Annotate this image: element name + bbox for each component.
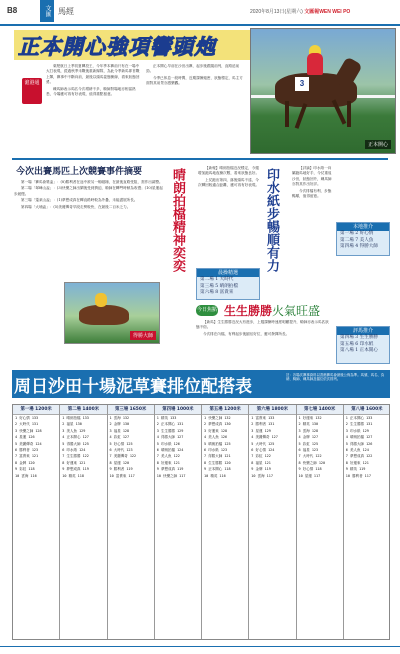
race-entry: 5 彩虹 125: [298, 441, 319, 446]
race-entry: 8 生生勝勝 120: [204, 460, 231, 465]
race-entry: 3 美人魚 129: [62, 428, 86, 433]
paragraph: 練馬師表示馬匹今次增磅不多，騎師對場地亦相當熟悉，今場應可再有好表現，值得重點留意。: [46, 86, 136, 97]
race-entry: 3 好運來 128: [204, 428, 228, 433]
tip-line: 第五場 6 印水紙: [340, 341, 374, 347]
race-entry: 9 勝利者 119: [109, 467, 133, 472]
paragraph: 第二場「翠峰山盃」：(3)快樂之師出閘後受到擠迫，騎師在轉彎時稍為收慢；(10)星運起步緩慢。: [14, 186, 163, 196]
brand-logo: 文匯報WEN WEI PO: [304, 9, 351, 15]
news-body: [14, 180, 166, 280]
race-header: 第二場 1400米: [60, 405, 106, 415]
race-entry: 4 得勝大師 127: [156, 435, 184, 440]
race-entry: 8 金牌 120: [15, 460, 35, 465]
feature-body-left: [46, 64, 142, 156]
paragraph: 第四場「大埔盃」：(5)美麗傳奇早段走勢較快，在最後二百米乏力。: [21, 204, 131, 209]
paragraph: 【新報】晴朗拍檔近況穩定，今週增加跑馬地夜操次數，看來狀態良好。: [198, 166, 260, 176]
race-entry: 9 正本開心 118: [204, 467, 231, 472]
race-entry: 2 金牌 130: [109, 422, 130, 427]
dateline: [250, 8, 350, 15]
race-entry: 3 星運 129: [251, 428, 271, 433]
horse-leg: [295, 103, 308, 129]
race-entry: 7 夢想成真 122: [345, 454, 373, 459]
race-entry: 1 富貴來 133: [251, 416, 275, 420]
race-entry: 4 美麗傳奇 127: [251, 435, 278, 440]
race-entry: 6 印水紙 124: [62, 448, 86, 453]
race-entry: 6 印水紙 123: [204, 448, 228, 453]
race-entry: 6 勝利者 123: [15, 448, 39, 453]
race-table: [12, 404, 390, 640]
tip-line: 第六場 8 富貴來: [200, 290, 234, 296]
race-entry: 8 好運來 121: [156, 460, 180, 465]
race-header: 第七場 1400米: [297, 405, 343, 415]
table-banner-note: 註：各場次賽事資料以香港賽馬會最後公佈為準。馬號、馬名、負磅、騎師、練馬師及檔位依次排列。: [286, 373, 385, 382]
race-header: 第四場 1000米: [155, 405, 201, 415]
race-entry: 1 快樂之師 132: [204, 416, 231, 420]
race-entry: 8 好運來 121: [62, 460, 86, 465]
race-entry: 1 雲海 132: [109, 416, 130, 420]
race-column: [155, 405, 202, 640]
race-entry: 9 夢想成真 119: [156, 467, 184, 472]
race-header: 第一場 1200米: [13, 405, 59, 415]
section-subtitle: 馬經: [58, 7, 74, 16]
race-header: 第五場 1200米: [202, 405, 248, 415]
race-column: [108, 405, 155, 640]
race-entry: 5 大時代 125: [251, 441, 275, 446]
race-entry: 5 好心情 125: [109, 441, 133, 446]
race-column: [13, 405, 60, 640]
race-entry: 6 福星 123: [298, 448, 319, 453]
section-divider: [12, 158, 388, 160]
race-entry: 7 美人魚 122: [156, 454, 180, 459]
race-entry: 9 金牌 119: [251, 467, 271, 472]
green-title-name: 生生勝勝: [224, 304, 273, 318]
paragraph: 上仗跑出第四，落後頭馬不遠，今次轉回較適合距離，應可再有好表現。: [198, 177, 260, 188]
table-banner-title: 周日沙田十場泥草賽排位配搭表: [14, 377, 252, 397]
race-entry: 1 精英 133: [156, 416, 177, 420]
tips-title: 評馬推介: [337, 327, 389, 335]
race-column: [297, 405, 344, 640]
column-b-title: 印水紙步暢順有力: [264, 168, 279, 272]
race-entry: 5 美麗傳奇 124: [15, 441, 42, 446]
paragraph: 今次排在內檔，有利起步後搶佔好位，應可發揮所長。: [203, 331, 290, 336]
saddle-number: 3: [295, 77, 309, 91]
green-feature-title: [224, 302, 320, 319]
race-entry: 7 彩虹 122: [251, 454, 271, 459]
race-entry: 2 生生勝勝 131: [345, 422, 373, 427]
race-entry: 3 福星 128: [109, 428, 130, 433]
race-entry: 4 星運 126: [15, 435, 35, 440]
tip-line: 第八場 1 正本開心: [340, 348, 379, 354]
race-entry: 4 正本開心 127: [62, 435, 89, 440]
race-entry: 7 生生勝勝 122: [62, 454, 89, 459]
tip-line: 第四場 4 得勝大師: [340, 244, 379, 250]
race-column: [249, 405, 296, 640]
column-a-title: 晴朗拍檔精神奕奕: [170, 168, 185, 272]
race-entry: 3 雲海 128: [298, 428, 319, 433]
race-column: [60, 405, 107, 640]
tip-line: 第四場 3 生生勝勝: [340, 335, 379, 340]
race-entry: 5 得勝大師 125: [62, 441, 89, 446]
paragraph: 今次排檔有利，步態暢順，值得留意。: [292, 188, 332, 199]
race-entry: 3 印水紙 129: [345, 428, 369, 433]
tips-box-2: [336, 222, 390, 256]
page-number: B8: [7, 6, 18, 15]
date-text: 2020年8月13日(星期六): [250, 9, 303, 15]
horse-leg: [285, 101, 289, 127]
race-entry: 10 精英 116: [204, 473, 226, 478]
jockey: [307, 53, 323, 75]
hero-photo-caption: 正本開心: [365, 140, 391, 149]
paragraph: 【評論】印水紙一向屬跑馬地好手，今仗重返沙田，狀態回升，練馬師亦對其作出好評。: [292, 166, 332, 187]
column-a-body: [198, 166, 260, 266]
news-photo: [64, 282, 160, 344]
race-column: [202, 405, 249, 640]
race-entry: 10 富貴來 117: [109, 473, 135, 478]
race-entry: 3 生生勝勝 129: [156, 428, 184, 433]
tips-box-3: [336, 326, 390, 364]
race-entry: 4 美人魚 126: [204, 435, 228, 440]
race-entry: 2 大時代 131: [15, 422, 39, 427]
news-photo-caption: 得勝大師: [130, 331, 156, 340]
paragraph: 第三場「蓬萊山盃」：(1)夢想成真在轉直路時較為外疊，未能盡展所長。: [21, 198, 138, 203]
section-badge: 文匯: [40, 0, 54, 22]
race-entry: 8 快樂之師 120: [298, 460, 326, 465]
race-entry: 10 星運 117: [298, 473, 321, 478]
race-entry: 8 好運來 121: [345, 460, 369, 465]
race-entry: 7 富貴來 121: [15, 454, 39, 459]
race-entry: 9 好心情 118: [298, 467, 322, 472]
tip-line: 第二場 7 美人魚: [340, 237, 374, 243]
race-entry: 1 好運來 132: [298, 416, 322, 420]
race-entry: 2 正本開心 131: [156, 422, 184, 427]
race-entry: 5 印水紙 126: [156, 441, 180, 446]
race-entry: 10 精英 118: [62, 473, 85, 478]
race-entry: 8 星運 120: [109, 460, 130, 465]
race-entry: 5 晴朗拍檔 125: [204, 441, 231, 446]
race-entry: 1 晴朗拍檔 133: [62, 416, 89, 420]
race-entry: 5 得勝大師 126: [345, 441, 373, 446]
feature-body-right: [146, 64, 246, 156]
race-entry: 2 勝利者 131: [251, 422, 275, 427]
race-entry: 8 福星 121: [251, 460, 271, 465]
race-entry: 7 得勝大師 121: [204, 454, 231, 459]
paragraph: 【新馬】生生勝勝近況大有進步，上週課操時速度明顯提升，騎師亦表示馬匹狀態不俗。: [196, 320, 329, 330]
race-entry: 7 美麗傳奇 122: [109, 454, 137, 459]
race-entry: 9 精英 119: [345, 467, 366, 472]
race-entry: 9 彩虹 118: [15, 467, 35, 472]
jockey: [95, 293, 107, 307]
race-entry: 4 彩虹 127: [109, 435, 130, 440]
paragraph: 正本開心早前在沙田出賽，起步後跟隨前列，直路追前勁。: [146, 64, 240, 74]
tips-title: 晨操精選: [197, 269, 259, 277]
feature-badge: 今日焦點: [196, 305, 218, 316]
news-title: 今次出賽馬匹上次競賽事件摘要: [16, 167, 143, 177]
race-entry: 4 金牌 127: [298, 435, 319, 440]
race-entry: 1 好心情 133: [15, 416, 39, 420]
green-title-rest: 火氣旺盛: [272, 304, 321, 318]
feature-emblem: 滬港通: [22, 78, 42, 104]
race-entry: 6 大時代 123: [109, 448, 133, 453]
race-column: [344, 405, 390, 640]
race-entry: 2 精英 130: [298, 422, 319, 427]
race-entry: 6 美人魚 124: [345, 448, 369, 453]
race-entry: 6 好心情 124: [251, 448, 275, 453]
paragraph: 今季已休息一段時間，近期課操頻密，狀態穩定，馬主方面對其前景亦感樂觀。: [146, 75, 243, 86]
green-feature-body: [196, 320, 332, 364]
race-entry: 10 雲海 117: [251, 473, 274, 478]
column-b-body: [292, 166, 332, 298]
tip-line: 第二場 1 大時代: [200, 277, 234, 282]
race-entry: 4 晴朗拍檔 127: [345, 435, 373, 440]
race-entry: 1 正本開心 133: [345, 416, 373, 420]
tip-line: 第三場 5 晴朗拍檔: [200, 283, 239, 289]
race-header: 第六場 1800米: [249, 405, 295, 415]
paragraph: 葉楚航日上季初夏轉投王，今年季本賽前只有在一場中大打表現，經過秋季未戰後重新歸隊，為此今季新馬即首戰上陣，賽事中不斷向前，最後以頭馬姿態衝線，看來狀態回勇。: [46, 64, 140, 85]
race-entry: 10 勝利者 117: [345, 473, 372, 478]
horse-leg: [347, 101, 351, 127]
paragraph: 第一場「賽馬會獎盃」：(8)勝利者在途中被另一駒碰撞，在最後直路受阻，需作出調整。: [21, 180, 163, 184]
race-header: 第三場 1650米: [108, 405, 154, 415]
race-entry: 7 大時代 122: [298, 454, 322, 459]
feature-headline: 正本開心強項響頭炮: [18, 35, 216, 59]
horse-body: [79, 305, 129, 325]
race-entry: 3 快樂之師 128: [15, 428, 42, 433]
race-entry: 10 雲海 116: [15, 473, 37, 478]
page-footer: [0, 646, 400, 654]
tips-box-1: [196, 268, 260, 300]
race-entry: 9 夢想成真 119: [62, 467, 89, 472]
hero-photo: [250, 28, 396, 154]
race-entry: 2 福星 130: [62, 422, 82, 427]
tip-line: 第一場 2 好心情: [340, 231, 374, 236]
race-entry: 2 夢想成真 130: [204, 422, 231, 427]
race-entry: 6 晴朗拍檔 124: [156, 448, 184, 453]
tips-title: 本地推介: [337, 223, 389, 231]
race-entry: 10 快樂之師 117: [156, 473, 186, 478]
race-header: 第八場 1600米: [344, 405, 390, 415]
